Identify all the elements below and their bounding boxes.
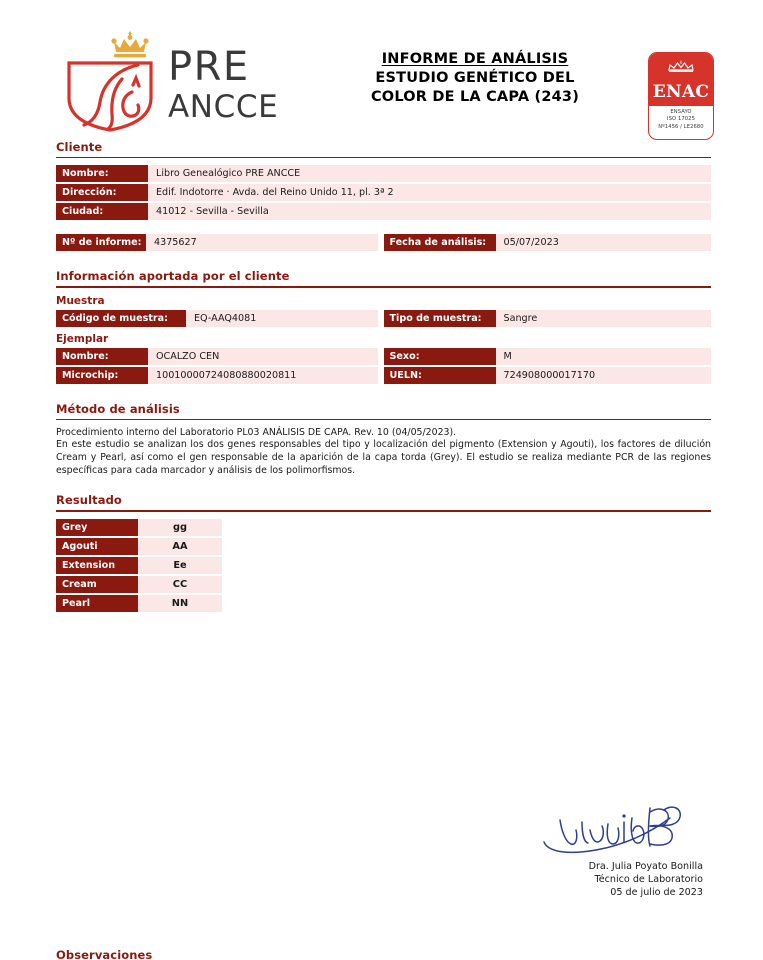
label-sexo: Sexo: <box>384 348 496 365</box>
field-fecha-analisis <box>384 234 712 251</box>
field-row-muestra <box>56 310 711 327</box>
label-ciudad: Ciudad: <box>56 203 148 220</box>
section-title-cliente: Cliente <box>56 140 103 154</box>
section-resultado <box>56 493 711 611</box>
field-microchip <box>56 367 384 384</box>
signature-date: 05 de julio de 2023 <box>610 887 703 898</box>
section-title-informacion: Información aportada por el cliente <box>56 269 290 284</box>
label-fecha-analisis: Fecha de análisis: <box>384 234 496 251</box>
table-row <box>56 538 711 555</box>
crown-icon <box>111 31 148 57</box>
result-marker-name: Cream <box>56 576 138 593</box>
value-microchip: 10010000724080880020811 <box>148 367 378 384</box>
field-row-microchip-ueln <box>56 367 711 384</box>
result-genotype: NN <box>138 595 222 612</box>
value-tipo-muestra: Sangre <box>496 310 712 327</box>
enac-crown-icon <box>649 59 713 73</box>
section-rule <box>56 286 711 287</box>
field-row-ciudad <box>56 203 711 220</box>
label-nombre: Nombre: <box>56 165 148 182</box>
section-title-resultado: Resultado <box>56 493 122 508</box>
pre-ancce-logo <box>62 22 302 132</box>
section-cliente <box>56 140 711 251</box>
report-title-line-1: INFORME DE ANÁLISIS <box>381 51 569 67</box>
field-ejemplar-nombre <box>56 348 384 365</box>
value-sexo: M <box>496 348 712 365</box>
report-title-line-2: ESTUDIO GENÉTICO DEL <box>375 70 575 86</box>
label-microchip: Microchip: <box>56 367 148 384</box>
value-codigo-muestra: EQ-AAQ4081 <box>186 310 378 327</box>
metodo-text <box>56 427 711 477</box>
field-row-informe-fecha <box>56 234 711 251</box>
result-genotype: Ee <box>138 557 222 574</box>
section-rule <box>56 419 711 420</box>
field-ueln <box>384 367 712 384</box>
section-informacion-cliente <box>56 269 711 383</box>
report-title-line-3: COLOR DE LA CAPA (243) <box>370 89 580 105</box>
section-observaciones-cutoff <box>56 948 716 960</box>
report-title <box>310 50 640 107</box>
shield-icon <box>69 63 151 130</box>
field-tipo-muestra <box>384 310 712 327</box>
field-row-direccion <box>56 184 711 201</box>
enac-accreditation-logo <box>648 52 714 142</box>
signature-block <box>513 800 713 899</box>
metodo-paragraph-1: Procedimiento interno del Laboratorio PL03 ANÁLISIS DE CAPA. Rev. 10 (04/05/2023). <box>56 426 457 438</box>
horse-head-icon <box>84 65 139 129</box>
field-sexo <box>384 348 712 365</box>
value-fecha-analisis: 05/07/2023 <box>496 234 712 251</box>
enac-wordmark: ENAC <box>652 82 710 102</box>
section-title-metodo: Método de análisis <box>56 401 180 416</box>
label-ejemplar-nombre: Nombre: <box>56 348 148 365</box>
label-numero-informe: Nº de informe: <box>56 234 146 251</box>
signature-role: Técnico de Laboratorio <box>594 874 703 885</box>
signature-svg <box>538 800 688 858</box>
field-row-nombre <box>56 165 711 182</box>
table-row <box>56 595 711 612</box>
pre-ancce-logo-svg <box>62 22 302 132</box>
signature-name: Dra. Julia Poyato Bonilla <box>588 861 703 872</box>
handwritten-signature <box>513 800 713 858</box>
table-row <box>56 519 711 536</box>
label-tipo-muestra: Tipo de muestra: <box>384 310 496 327</box>
label-ueln: UELN: <box>384 367 496 384</box>
report-header <box>0 0 763 140</box>
enac-line-number: Nº1456 / LE2680 <box>658 123 704 130</box>
table-row <box>56 576 711 593</box>
result-marker-name: Extension <box>56 557 138 574</box>
section-rule <box>56 510 711 511</box>
enac-line-iso: ISO 17025 <box>667 116 695 123</box>
result-genotype: CC <box>138 576 222 593</box>
logo-text-pre: PRE <box>168 44 250 90</box>
label-codigo-muestra: Código de muestra: <box>56 310 186 327</box>
value-ueln: 724908000017170 <box>496 367 712 384</box>
enac-line-ensayo: ENSAYO <box>670 109 692 115</box>
field-informe <box>56 234 384 251</box>
result-marker-name: Agouti <box>56 538 138 555</box>
metodo-paragraph-2: En este estudio se analizan los dos genes responsables del tipo y localización del pigmento (Extension y Agouti), los factores de dilución Cream y Pearl, así como el gen responsable de la aparición de la capa torda (Grey). El estudio se realiza mediante PCR de las regiones específicas para cada marcador y análisis de los polimorfismos. <box>56 439 711 476</box>
table-row <box>56 557 711 574</box>
value-numero-informe: 4375627 <box>146 234 378 251</box>
result-marker-name: Pearl <box>56 595 138 612</box>
section-rule <box>56 157 711 158</box>
section-title-observaciones: Observaciones <box>56 948 153 960</box>
section-metodo-analisis <box>56 402 711 478</box>
field-row-ejemplar-nombre <box>56 348 711 365</box>
value-ejemplar-nombre: OCALZO CEN <box>148 348 378 365</box>
field-codigo-muestra <box>56 310 384 327</box>
label-direccion: Dirección: <box>56 184 148 201</box>
result-genotype: gg <box>138 519 222 536</box>
result-marker-name: Grey <box>56 519 138 536</box>
subsection-title-muestra: Muestra <box>56 294 105 307</box>
value-ciudad: 41012 - Sevilla - Sevilla <box>148 203 711 220</box>
value-nombre: Libro Genealógico PRE ANCCE <box>148 165 711 182</box>
subsection-title-ejemplar: Ejemplar <box>56 332 109 345</box>
resultado-table <box>56 519 711 612</box>
value-direccion: Edif. Indotorre · Avda. del Reino Unido 11, pl. 3ª 2 <box>148 184 711 201</box>
logo-text-ancce: ANCCE <box>168 89 279 125</box>
result-genotype: AA <box>138 538 222 555</box>
report-content <box>0 140 763 612</box>
